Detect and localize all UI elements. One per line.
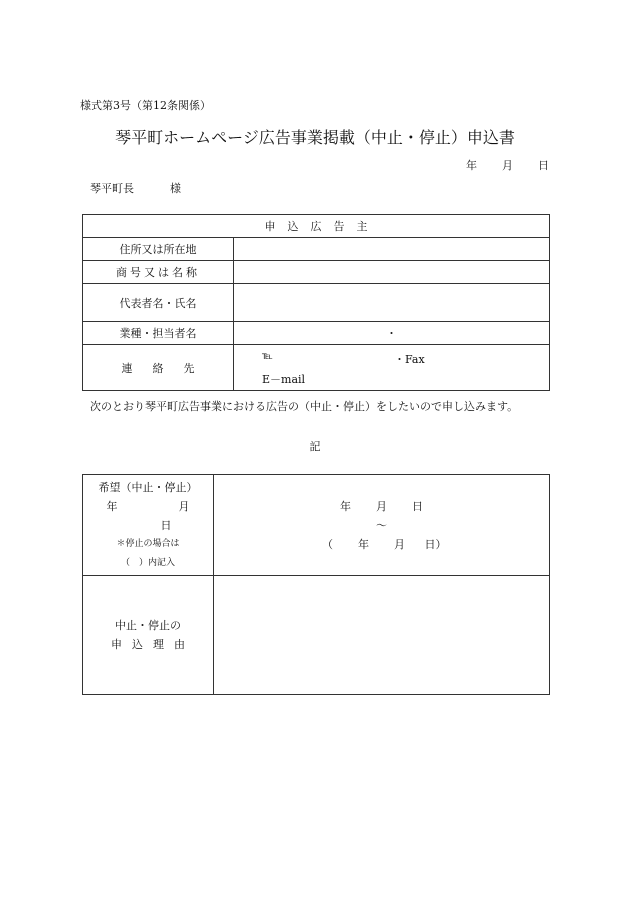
ki-heading: 記 <box>309 440 321 453</box>
business-field[interactable] <box>234 322 550 345</box>
period-label-line1: 希望（中止・停止） <box>98 480 198 494</box>
period-label-date <box>83 497 213 535</box>
business-separator: ・ <box>386 327 397 340</box>
address-label: 住所又は所在地 <box>83 238 234 261</box>
addressee-name: 琴平町長 <box>90 182 134 195</box>
address-field[interactable] <box>234 238 550 261</box>
start-month: 月 <box>376 499 387 513</box>
start-day: 日 <box>412 499 423 513</box>
company-label: 商号又は名称 <box>83 261 234 284</box>
company-field[interactable] <box>234 261 550 284</box>
reason-label <box>83 576 214 695</box>
notice-text: 次のとおり琴平町広告事業における広告の（中止・停止）をしたいので申し込みます。 <box>90 400 519 413</box>
contact-label: 連絡先 <box>83 345 234 391</box>
representative-field[interactable] <box>234 284 550 322</box>
period-label <box>83 475 214 576</box>
date-line <box>466 157 574 173</box>
date-year: 年 <box>466 159 477 172</box>
end-year: 年 <box>358 537 369 551</box>
applicant-heading: 申込広告主 <box>83 215 550 238</box>
business-label: 業種・担当者名 <box>83 322 234 345</box>
reason-label-line1: 中止・停止の <box>115 619 181 632</box>
period-label-day: 日 <box>160 518 172 532</box>
period-tilde: ～ <box>376 518 387 532</box>
period-field[interactable] <box>214 475 550 576</box>
period-label-month: 月 <box>178 499 190 513</box>
applicant-table <box>82 214 550 391</box>
end-day: 日） <box>424 537 447 551</box>
addressee <box>90 180 181 196</box>
start-year: 年 <box>340 499 351 513</box>
tel-label: ℡ <box>262 351 273 362</box>
period-note1: ＊停止の場合は <box>116 538 180 549</box>
document-title: 琴平町ホームページ広告事業掲載（中止・停止）申込書 <box>115 128 515 147</box>
representative-label: 代表者名・氏名 <box>83 284 234 322</box>
contact-field[interactable] <box>234 345 550 391</box>
period-note2: （ ）内記入 <box>120 557 175 568</box>
period-label-year: 年 <box>106 499 118 513</box>
end-month: 月 <box>394 537 405 551</box>
period-start-date <box>214 497 549 516</box>
email-label: E－mail <box>262 373 306 386</box>
reason-label-line2: 申込理由 <box>111 638 195 651</box>
reason-field[interactable] <box>214 576 550 695</box>
period-table <box>82 474 550 695</box>
period-end-date <box>214 535 549 554</box>
date-month: 月 <box>502 159 513 172</box>
fax-label: ・Fax <box>394 353 425 366</box>
date-day: 日 <box>538 159 549 172</box>
form-number: 様式第3号（第12条関係） <box>80 99 211 112</box>
addressee-honorific: 様 <box>170 182 181 195</box>
end-paren-open: （ <box>322 537 333 551</box>
